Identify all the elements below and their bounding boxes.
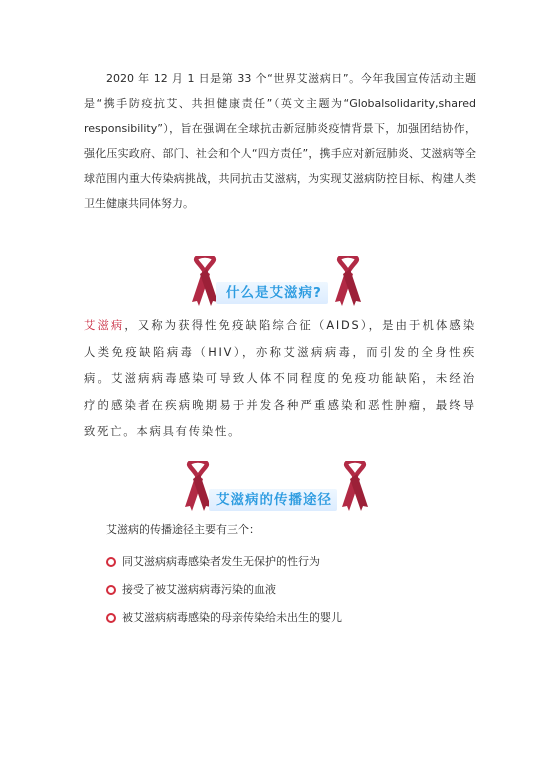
list-item xyxy=(106,576,342,604)
section-heading-what-is-aids xyxy=(0,254,554,314)
list-item-text: 同艾滋病病毒感染者发生无保护的性行为 xyxy=(122,555,320,568)
red-ribbon-icon xyxy=(340,461,370,513)
bullet-circle-icon xyxy=(106,585,116,595)
list-item xyxy=(106,548,342,576)
definition-paragraph xyxy=(84,313,476,446)
list-item-text: 接受了被艾滋病病毒污染的血液 xyxy=(122,583,276,596)
definition-text: ，又称为获得性免疫缺陷综合征（AIDS），是由于机体感染人类免疫缺陷病毒（HIV），亦称艾滋病病毒，而引发的全身性疾病。艾滋病病毒感染可导致人体不同程度的免疫功能缺陷，未经治疗的感染者在疾病晚期易于并发各种严重感染和恶性肿瘤，最终导致死亡。本病具有传染性。 xyxy=(84,319,476,438)
intro-paragraph: 2020 年 12 月 1 日是第 33 个“世界艾滋病日”。今年我国宣传活动主题是“携手防疫抗艾、共担健康责任”（英文主题为“Globalsolidarity,shared responsibility”），旨在强调在全球抗击新冠肺炎疫情背景下，加强团结协作，强化压实政府、部门、社会和个人“四方责任”，携手应对新冠肺炎、艾滋病等全球范围内重大传染病挑战，共同抗击艾滋病，为实现艾滋病防控目标、构建人类卫生健康共同体努力。 xyxy=(84,72,476,210)
transmission-lead: 艾滋病的传播途径主要有三个： xyxy=(106,523,260,536)
section-title: 艾滋病的传播途径 xyxy=(216,492,332,508)
section-title: 什么是艾滋病? xyxy=(226,285,322,301)
section-heading-transmission xyxy=(0,459,554,519)
transmission-list xyxy=(106,548,342,632)
highlighted-term: 艾滋病 xyxy=(84,319,125,332)
red-ribbon-icon xyxy=(333,256,363,308)
list-item-text: 被艾滋病病毒感染的母亲传染给未出生的婴儿 xyxy=(122,611,342,624)
list-item xyxy=(106,604,342,632)
bullet-circle-icon xyxy=(106,557,116,567)
bullet-circle-icon xyxy=(106,613,116,623)
